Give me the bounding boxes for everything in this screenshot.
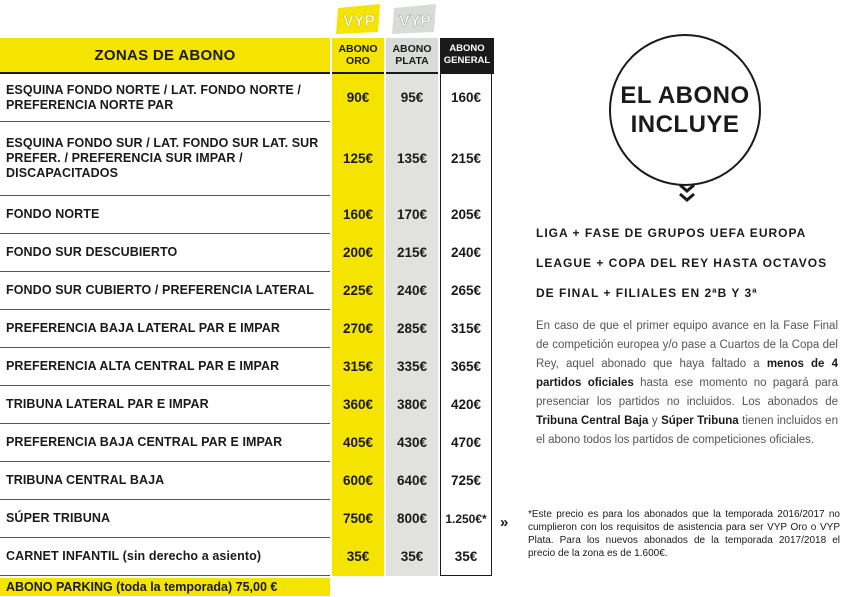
header-plata-line1: ABONO — [392, 43, 432, 55]
price-oro-value: 405€ — [342, 435, 374, 450]
table-row — [0, 272, 506, 310]
price-general-value: 365€ — [450, 359, 482, 374]
price-plata-value: 285€ — [396, 321, 428, 336]
desc-text-1: En caso de que el primer equipo avance en la Fase Final de competición europea y/o pase a Cuartos de la Copa del Rey, aquel abonado que haya faltado a — [536, 320, 838, 370]
price-oro — [332, 234, 384, 272]
zona-label: SÚPER TRIBUNA — [0, 500, 330, 538]
desc-text-4: tienen incluidos en el abono todos los partidos de competiciones oficiales. — [536, 415, 838, 446]
price-general — [440, 122, 492, 196]
price-oro — [332, 122, 384, 196]
header-abono-oro — [332, 38, 384, 74]
price-general-value: 160€ — [450, 90, 482, 105]
header-abono-plata — [386, 38, 438, 74]
table-row — [0, 538, 506, 576]
price-oro-value: 160€ — [342, 207, 374, 222]
header-zonas: ZONAS DE ABONO — [0, 38, 330, 74]
price-general — [440, 538, 492, 576]
header-oro-line1: ABONO — [338, 43, 378, 55]
price-oro — [332, 196, 384, 234]
incluye-line3: DE FINAL + FILIALES EN 2ªB Y 3ª — [536, 286, 758, 300]
abono-parking: ABONO PARKING (toda la temporada) 75,00 € — [0, 578, 330, 596]
incluye-line2: LEAGUE + COPA DEL REY HASTA OCTAVOS — [536, 256, 828, 270]
price-general-value: 35€ — [454, 548, 478, 564]
desc-bold-1: menos de 4 partidos oficiales — [536, 358, 838, 389]
price-table — [0, 38, 506, 576]
price-plata — [386, 348, 438, 386]
abono-incluye-list — [536, 218, 836, 308]
table-row — [0, 234, 506, 272]
price-general — [440, 74, 492, 122]
price-oro — [332, 424, 384, 462]
price-plata-value: 380€ — [396, 397, 428, 412]
vyp-oro-logo — [336, 4, 382, 34]
price-general — [440, 272, 492, 310]
price-oro — [332, 348, 384, 386]
price-general — [440, 500, 492, 538]
price-plata-value: 95€ — [400, 90, 424, 105]
table-row — [0, 500, 506, 538]
zona-label: ESQUINA FONDO NORTE / LAT. FONDO NORTE / PREFERENCIA NORTE PAR — [0, 74, 330, 122]
zona-label: FONDO SUR CUBIERTO / PREFERENCIA LATERAL — [0, 272, 330, 310]
price-oro — [332, 500, 384, 538]
price-plata — [386, 424, 438, 462]
price-plata — [386, 500, 438, 538]
vyp-oro-logo-text: VYP — [342, 13, 376, 30]
price-general-value: 1.250€* — [445, 511, 487, 526]
price-general-value: 215€ — [450, 151, 482, 166]
description-paragraph — [536, 317, 838, 450]
price-oro — [332, 74, 384, 122]
price-oro — [332, 386, 384, 424]
table-row — [0, 122, 506, 196]
price-oro — [332, 462, 384, 500]
price-plata — [386, 74, 438, 122]
price-plata-value: 35€ — [400, 549, 424, 564]
double-chevron-down-icon — [677, 182, 697, 204]
price-plata-value: 215€ — [396, 245, 428, 260]
price-plata-value: 430€ — [396, 435, 428, 450]
zona-label: PREFERENCIA ALTA CENTRAL PAR E IMPAR — [0, 348, 330, 386]
price-general-value: 420€ — [450, 397, 482, 412]
header-oro-line2: ORO — [346, 55, 370, 67]
circle-line2: INCLUYE — [630, 111, 740, 138]
circle-line1: EL ABONO — [620, 82, 750, 109]
footnote: *Este precio es para los abonados que la temporada 2016/2017 no cumplieron con los requisitos de asistencia para ser VYP Oro o VYP Plata. Para los nuevos abonados de la temporada 2017/2018 el precio de la zona es de 1.600€. — [528, 509, 840, 559]
price-plata-value: 640€ — [396, 473, 428, 488]
header-plata-line2: PLATA — [395, 55, 429, 67]
price-general — [440, 348, 492, 386]
zona-label: PREFERENCIA BAJA CENTRAL PAR E IMPAR — [0, 424, 330, 462]
double-chevron-right-icon — [500, 514, 505, 531]
zona-label: FONDO NORTE — [0, 196, 330, 234]
price-general — [440, 462, 492, 500]
price-general — [440, 386, 492, 424]
price-plata — [386, 538, 438, 576]
price-plata — [386, 196, 438, 234]
price-oro-value: 200€ — [342, 245, 374, 260]
zona-label: PREFERENCIA BAJA LATERAL PAR E IMPAR — [0, 310, 330, 348]
price-oro-value: 750€ — [342, 511, 374, 526]
table-row — [0, 74, 506, 122]
price-general-value: 205€ — [450, 207, 482, 222]
table-header — [0, 38, 506, 74]
price-oro-value: 90€ — [346, 90, 370, 105]
table-row — [0, 196, 506, 234]
price-oro-value: 125€ — [342, 151, 374, 166]
header-general-line1: ABONO — [449, 43, 485, 54]
price-oro-value: 360€ — [342, 397, 374, 412]
table-row — [0, 348, 506, 386]
desc-bold-2: Tribuna Central Baja — [536, 415, 649, 427]
zona-label: FONDO SUR DESCUBIERTO — [0, 234, 330, 272]
price-oro-value: 270€ — [342, 321, 374, 336]
price-plata-value: 170€ — [396, 207, 428, 222]
price-oro-value: 225€ — [342, 283, 374, 298]
price-oro — [332, 310, 384, 348]
zona-label: CARNET INFANTIL (sin derecho a asiento) — [0, 538, 330, 576]
price-plata — [386, 122, 438, 196]
vyp-plata-logo — [392, 4, 438, 34]
price-plata-value: 335€ — [396, 359, 428, 374]
desc-text-2: hasta ese momento no pagará para presenciar los partidos no incluidos. Los abonados de — [536, 377, 838, 408]
header-general-line2: GENERAL — [443, 55, 491, 66]
arrows-glyph: » — [500, 514, 506, 531]
price-plata-value: 800€ — [396, 511, 428, 526]
table-row — [0, 310, 506, 348]
price-general-value: 265€ — [450, 283, 482, 298]
price-general — [440, 196, 492, 234]
price-general-value: 315€ — [450, 321, 482, 336]
desc-text-3: y — [648, 415, 662, 427]
price-plata — [386, 272, 438, 310]
table-row — [0, 424, 506, 462]
abono-incluye-circle — [609, 34, 761, 186]
price-plata-value: 240€ — [396, 283, 428, 298]
price-general-value: 725€ — [450, 473, 482, 488]
price-plata-value: 135€ — [396, 151, 428, 166]
price-plata — [386, 234, 438, 272]
table-row — [0, 462, 506, 500]
vyp-plata-logo-text: VYP — [398, 13, 432, 30]
price-oro-value: 35€ — [346, 549, 370, 564]
zona-label: TRIBUNA CENTRAL BAJA — [0, 462, 330, 500]
incluye-line1: LIGA + FASE DE GRUPOS UEFA EUROPA — [536, 226, 807, 240]
desc-bold-3: Súper Tribuna — [661, 415, 739, 427]
price-general — [440, 310, 492, 348]
table-row — [0, 386, 506, 424]
price-oro — [332, 272, 384, 310]
zona-label: ESQUINA FONDO SUR / LAT. FONDO SUR LAT. SUR PREFER. / PREFERENCIA SUR IMPAR / DISCAPACITADOS — [0, 122, 330, 196]
price-plata — [386, 462, 438, 500]
price-plata — [386, 386, 438, 424]
price-oro — [332, 538, 384, 576]
price-plata — [386, 310, 438, 348]
price-general-value: 470€ — [450, 435, 482, 450]
price-general — [440, 234, 492, 272]
price-general — [440, 424, 492, 462]
price-oro-value: 315€ — [342, 359, 374, 374]
price-oro-value: 600€ — [342, 473, 374, 488]
zona-label: TRIBUNA LATERAL PAR E IMPAR — [0, 386, 330, 424]
price-general-value: 240€ — [450, 245, 482, 260]
header-abono-general — [440, 38, 494, 74]
